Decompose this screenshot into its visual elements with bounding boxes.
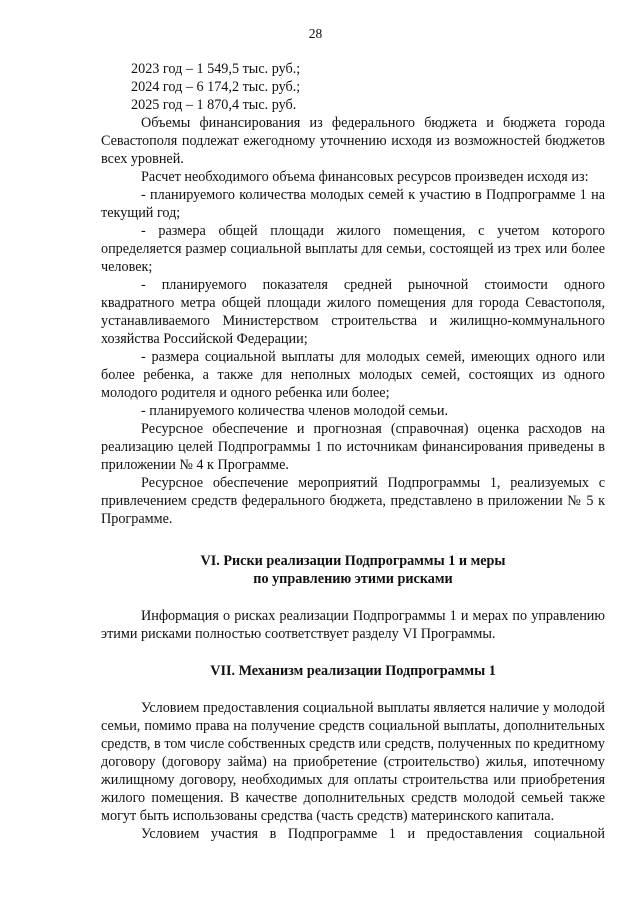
paragraph-resource-federal: Ресурсное обеспечение мероприятий Подпрограммы 1, реализуемых с привлечением средств федерального бюджета, представлено в приложении № 5 к Программе. — [101, 475, 605, 527]
section-6-heading-line2: по управлению этими рисками — [253, 571, 453, 587]
paragraph-condition: Условием предоставления социальной выплаты является наличие у молодой семьи, помимо права на получение средств социальной выплаты, дополнительных средств, в том числе собственных средств или средств, полученных по кредитному договору (договору займа) на приобретение (строительство) жилья, ипотечному жилищному договору, необходимых для оплаты строительства или приобретения жилого помещения. В качестве дополнительных средств молодой семьей также могут быть использованы средства (часть средств) материнского капитала. — [101, 700, 605, 824]
section-6-heading — [101, 552, 605, 588]
list-item: - размера общей площади жилого помещения, с учетом которого определяется размер социальной выплаты для семьи, состоящей из трех или более человек; — [101, 223, 605, 275]
list-item: - планируемого количества молодых семей к участию в Подпрограмме 1 на текущий год; — [101, 187, 605, 221]
section-6-heading-line1: VI. Риски реализации Подпрограммы 1 и меры — [200, 553, 506, 569]
list-item: - планируемого количества членов молодой семьи. — [141, 403, 449, 419]
amount-2025: 2025 год – 1 870,4 тыс. руб. — [131, 97, 297, 113]
paragraph-funding: Объемы финансирования из федерального бюджета и бюджета города Севастополя подлежат ежегодному уточнению исходя из возможностей бюджетов всех уровней. — [101, 115, 605, 167]
amount-2024: 2024 год – 6 174,2 тыс. руб.; — [131, 79, 301, 95]
page-number: 28 — [308, 26, 323, 41]
section-7-heading: VII. Механизм реализации Подпрограммы 1 — [210, 663, 496, 679]
paragraph-calculation: Расчет необходимого объема финансовых ресурсов произведен исходя из: — [141, 169, 589, 185]
paragraph-risks: Информация о рисках реализации Подпрограммы 1 и мерах по управлению этими рисками полностью соответствует разделу VI Программы. — [101, 608, 605, 642]
paragraph-participation: Условием участия в Подпрограмме 1 и предоставления социальной — [141, 826, 605, 842]
amount-2023: 2023 год – 1 549,5 тыс. руб.; — [131, 61, 301, 77]
list-item: - планируемого показателя средней рыночной стоимости одного квадратного метра общей площади жилого помещения для города Севастополя, устанавливаемого Министерством строительства и жилищно-коммунального хозяйства Российской Федерации; — [101, 277, 605, 347]
list-item: - размера социальной выплаты для молодых семей, имеющих одного или более ребенка, а также для неполных молодых семей, состоящих из одного молодого родителя и одного ребенка или более; — [101, 349, 605, 401]
paragraph-resource-estimate: Ресурсное обеспечение и прогнозная (справочная) оценка расходов на реализацию целей Подпрограммы 1 по источникам финансирования приведены в приложении № 4 к Программе. — [101, 421, 605, 473]
page-body — [101, 60, 605, 843]
